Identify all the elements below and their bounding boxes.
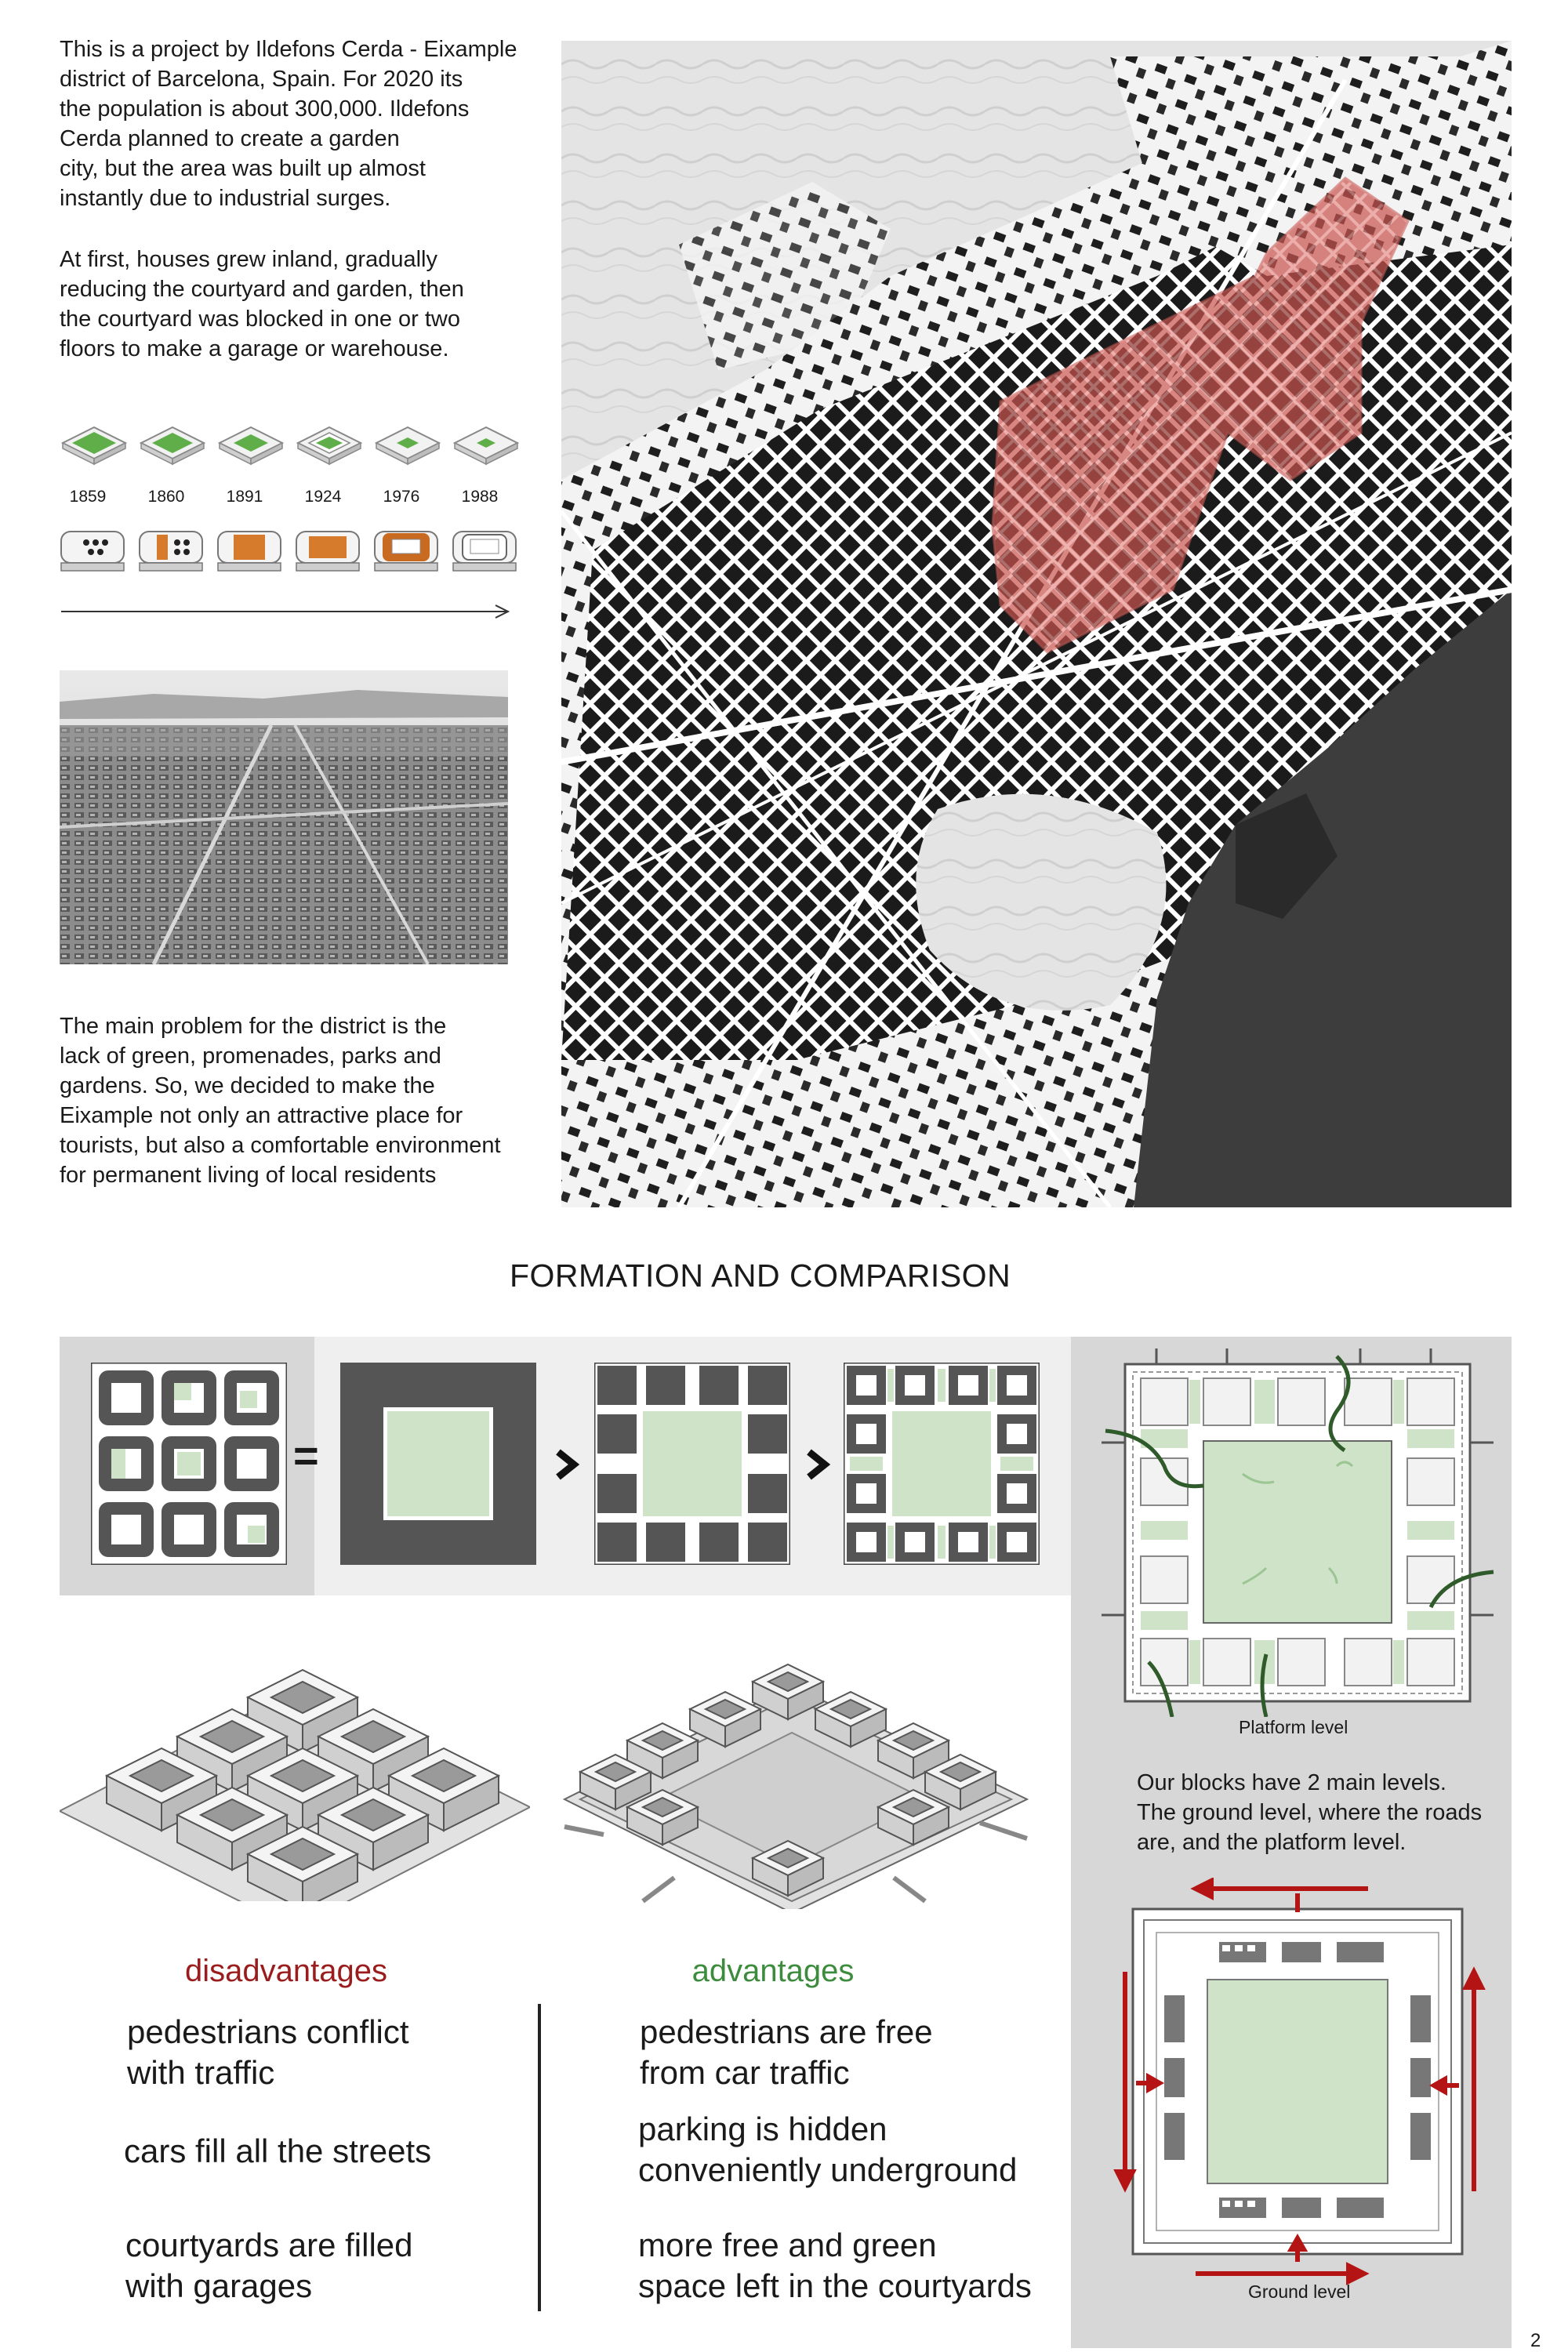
intro-paragraph-2: At first, houses grew inland, gradually reducing the courtyard and garden, then the courtyard was blocked in one or two floors to make a garage or warehouse. xyxy=(60,247,464,361)
year-label: 1860 xyxy=(147,488,185,506)
timeline-arrow-icon xyxy=(60,602,514,621)
ground-level-plan xyxy=(1102,1878,1497,2289)
opened-block xyxy=(594,1363,790,1565)
disadvantages-heading: disadvantages xyxy=(185,1954,387,1988)
block-1924-top xyxy=(298,427,361,464)
platform-level-plan xyxy=(1102,1348,1497,1717)
building-1988-bottom xyxy=(453,532,516,571)
ground-level-label: Ground level xyxy=(1248,2281,1351,2302)
conventional-blocks-isometric xyxy=(60,1642,530,1901)
block-1859-top xyxy=(63,427,125,464)
problem-paragraph: The main problem for the district is the lack of green, promenades, parks and gardens. So, we decided to make the Eixample not only an attractive place for tourists, but also a comfortable environment for permanent living of local residents xyxy=(60,1014,501,1188)
courtyard-evolution-timeline xyxy=(55,416,525,627)
courtyard-evolution-illustration xyxy=(55,416,525,627)
map-illustration xyxy=(561,41,1512,1207)
single-block xyxy=(340,1363,536,1565)
building-1976-bottom xyxy=(375,532,437,571)
building-1860-bottom xyxy=(140,532,202,571)
block-1891-top xyxy=(220,427,282,464)
levels-description: Our blocks have 2 main levels. The ground level, where the roads are, and the platform level. xyxy=(1137,1770,1483,1855)
advantages-heading: advantages xyxy=(691,1954,855,1988)
column-divider xyxy=(538,2004,541,2311)
building-1891-bottom xyxy=(218,532,281,571)
proposed-block-isometric xyxy=(557,1642,1035,1909)
chevron-right-icon xyxy=(804,1449,831,1480)
building-1859-bottom xyxy=(61,532,124,571)
advantage-item: pedestrians are free from car traffic xyxy=(640,2013,933,2091)
year-label: 1891 xyxy=(226,488,263,506)
building-1924-bottom xyxy=(296,532,359,571)
figure-ground-map xyxy=(561,41,1512,1207)
year-label: 1988 xyxy=(461,488,499,506)
disadvantage-item: cars fill all the streets xyxy=(124,2132,432,2169)
block-1860-top xyxy=(141,427,204,464)
section-title: FORMATION AND COMPARISON xyxy=(510,1258,1011,1294)
disadvantage-item: pedestrians conflict with traffic xyxy=(127,2013,409,2091)
page-number: 2 xyxy=(1530,2330,1541,2351)
disadvantage-item: courtyards are filled with garages xyxy=(125,2227,413,2304)
block-1976-top xyxy=(376,427,439,464)
nine-block-grid xyxy=(91,1363,287,1565)
advantage-item: more free and green space left in the courtyards xyxy=(638,2227,1032,2304)
equals-sign: = xyxy=(293,1431,319,1480)
aerial-photo-barcelona xyxy=(60,670,508,964)
final-block xyxy=(844,1363,1040,1565)
year-label: 1924 xyxy=(304,488,342,506)
block-1988-top xyxy=(455,427,517,464)
year-label: 1859 xyxy=(69,488,107,506)
year-label: 1976 xyxy=(383,488,420,506)
intro-paragraph-1: This is a project by Ildefons Cerda - Eixample district of Barcelona, Spain. For 2020 its the population is about 300,000. Ildefons Cerda planned to create a garden city, but the area was built up almost instantly due to industrial surges. xyxy=(60,37,517,211)
chevron-right-icon xyxy=(554,1449,580,1480)
advantage-item: parking is hidden conveniently underground xyxy=(638,2111,1018,2188)
platform-level-label: Platform level xyxy=(1239,1717,1348,1737)
